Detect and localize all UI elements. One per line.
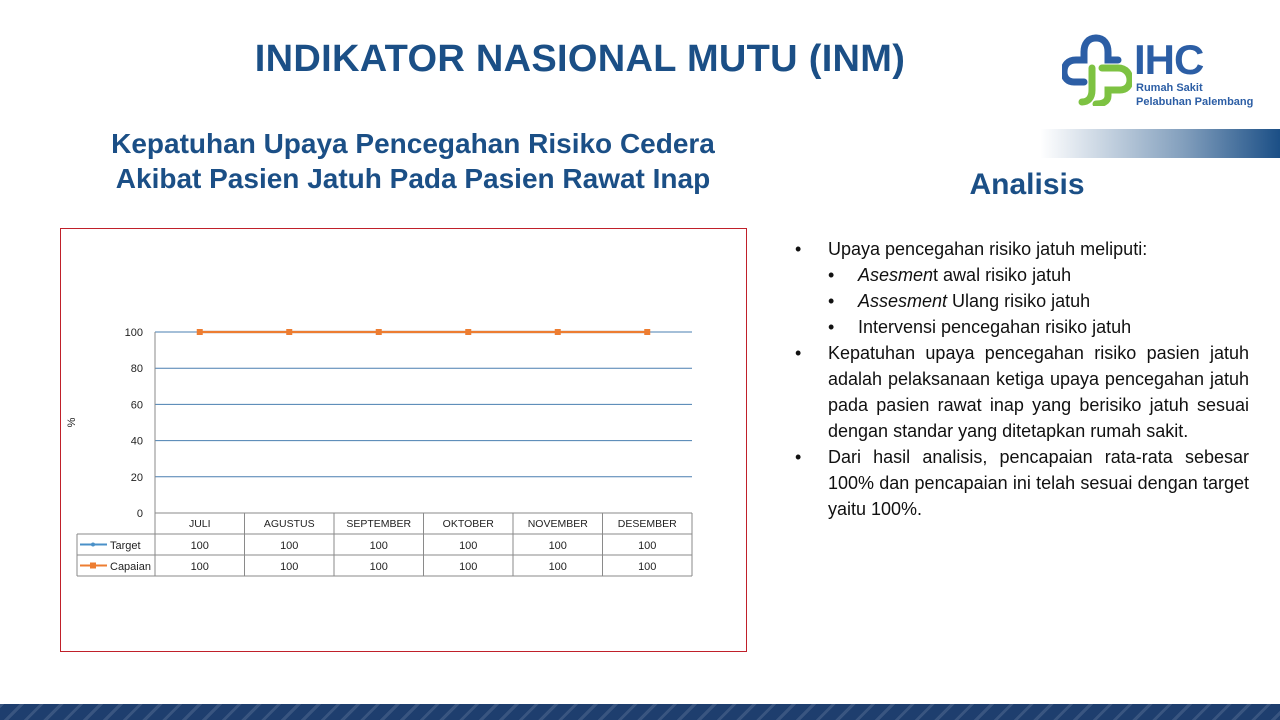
analysis-item: [795, 236, 1249, 262]
data-point-capaian: [286, 329, 292, 335]
analysis-subitem-italic: Asesmen: [858, 265, 934, 285]
analysis-subitem: [795, 288, 1249, 314]
logo-wordmark: IHC: [1134, 36, 1204, 83]
table-value-cell: 100: [638, 561, 657, 573]
ihc-cross-logo-icon: [1062, 34, 1132, 106]
data-point-capaian: [376, 329, 382, 335]
line-chart: [61, 229, 746, 651]
data-point-capaian: [197, 329, 203, 335]
logo-subtitle-1: Rumah Sakit: [1136, 82, 1203, 94]
x-category-label: JULI: [188, 518, 211, 530]
analysis-subitem-text: Intervensi pencegahan risiko jatuh: [858, 317, 1132, 337]
page-title: INDIKATOR NASIONAL MUTU (INM): [254, 38, 906, 80]
logo-subtitle-2: Pelabuhan Palembang: [1136, 96, 1254, 108]
y-tick-label: 40: [130, 435, 143, 448]
x-category-label: OKTOBER: [442, 518, 494, 530]
legend-series-name: Target: [110, 540, 141, 552]
table-value-cell: 100: [369, 561, 388, 573]
table-value-cell: 100: [459, 561, 478, 573]
table-value-cell: 100: [190, 561, 209, 573]
legend-key-marker: [91, 543, 95, 547]
bullet-icon: •: [828, 317, 835, 337]
hospital-logo: [1062, 34, 1272, 114]
table-value-cell: 100: [280, 540, 299, 552]
y-tick-label: 60: [130, 399, 143, 412]
chart-heading-line-2: Akibat Pasien Jatuh Pada Pasien Rawat Inap: [115, 163, 711, 194]
table-value-cell: 100: [459, 540, 478, 552]
analysis-subitem-italic: Assesment: [858, 291, 948, 311]
bullet-icon: •: [828, 265, 835, 285]
y-tick-label: 0: [136, 508, 143, 520]
header-gradient-bar: [1040, 129, 1280, 158]
table-value-cell: 100: [190, 540, 209, 552]
legend-series-name: Capaian: [110, 561, 151, 573]
table-value-cell: 100: [548, 540, 567, 552]
x-category-label: SEPTEMBER: [346, 518, 412, 530]
analysis-subitem: [795, 262, 1249, 288]
legend-key-marker: [90, 563, 96, 569]
analysis-subitem-text: t awal risiko jatuh: [933, 265, 1072, 285]
analysis-item: [795, 444, 1249, 522]
analysis-subitem: [795, 314, 1249, 340]
analysis-title: Analisis: [969, 168, 1085, 201]
data-point-capaian: [644, 329, 650, 335]
data-point-capaian: [465, 329, 471, 335]
chart-container: [60, 228, 747, 652]
footer-pattern-bar: [0, 704, 1280, 720]
y-axis-label: %: [66, 417, 78, 428]
data-point-capaian: [555, 329, 561, 335]
bullet-icon: •: [828, 291, 835, 311]
y-tick-label: 100: [124, 327, 143, 339]
x-category-label: DESEMBER: [617, 518, 677, 530]
analysis-subitem-text: Ulang risiko jatuh: [947, 291, 1091, 311]
x-category-label: NOVEMBER: [527, 518, 588, 530]
table-value-cell: 100: [548, 561, 567, 573]
bullet-icon: •: [795, 343, 802, 363]
table-value-cell: 100: [280, 561, 299, 573]
chart-heading-line-1: Kepatuhan Upaya Pencegahan Risiko Cedera: [111, 128, 715, 159]
table-value-cell: 100: [369, 540, 388, 552]
y-tick-label: 80: [130, 363, 143, 376]
bullet-icon: •: [795, 239, 802, 259]
y-tick-label: 20: [130, 471, 143, 484]
analysis-list: [795, 236, 1249, 522]
chart-heading: [40, 126, 786, 196]
x-category-label: AGUSTUS: [263, 518, 315, 530]
analysis-item: [795, 340, 1249, 444]
bullet-icon: •: [795, 447, 802, 467]
analysis-item-text: Upaya pencegahan risiko jatuh meliputi:: [828, 239, 1148, 259]
analysis-item-text: Dari hasil analisis, pencapaian rata-rata sebesar 100% dan pencapaian ini telah sesuai dengan target yaitu 100%.: [828, 447, 1249, 519]
analysis-item-text: Kepatuhan upaya pencegahan risiko pasien jatuh adalah pelaksanaan ketiga upaya pencegahan jatuh pada pasien rawat inap yang berisiko jatuh sesuai dengan standar yang ditetapkan rumah sakit.: [828, 343, 1249, 441]
table-value-cell: 100: [638, 540, 657, 552]
